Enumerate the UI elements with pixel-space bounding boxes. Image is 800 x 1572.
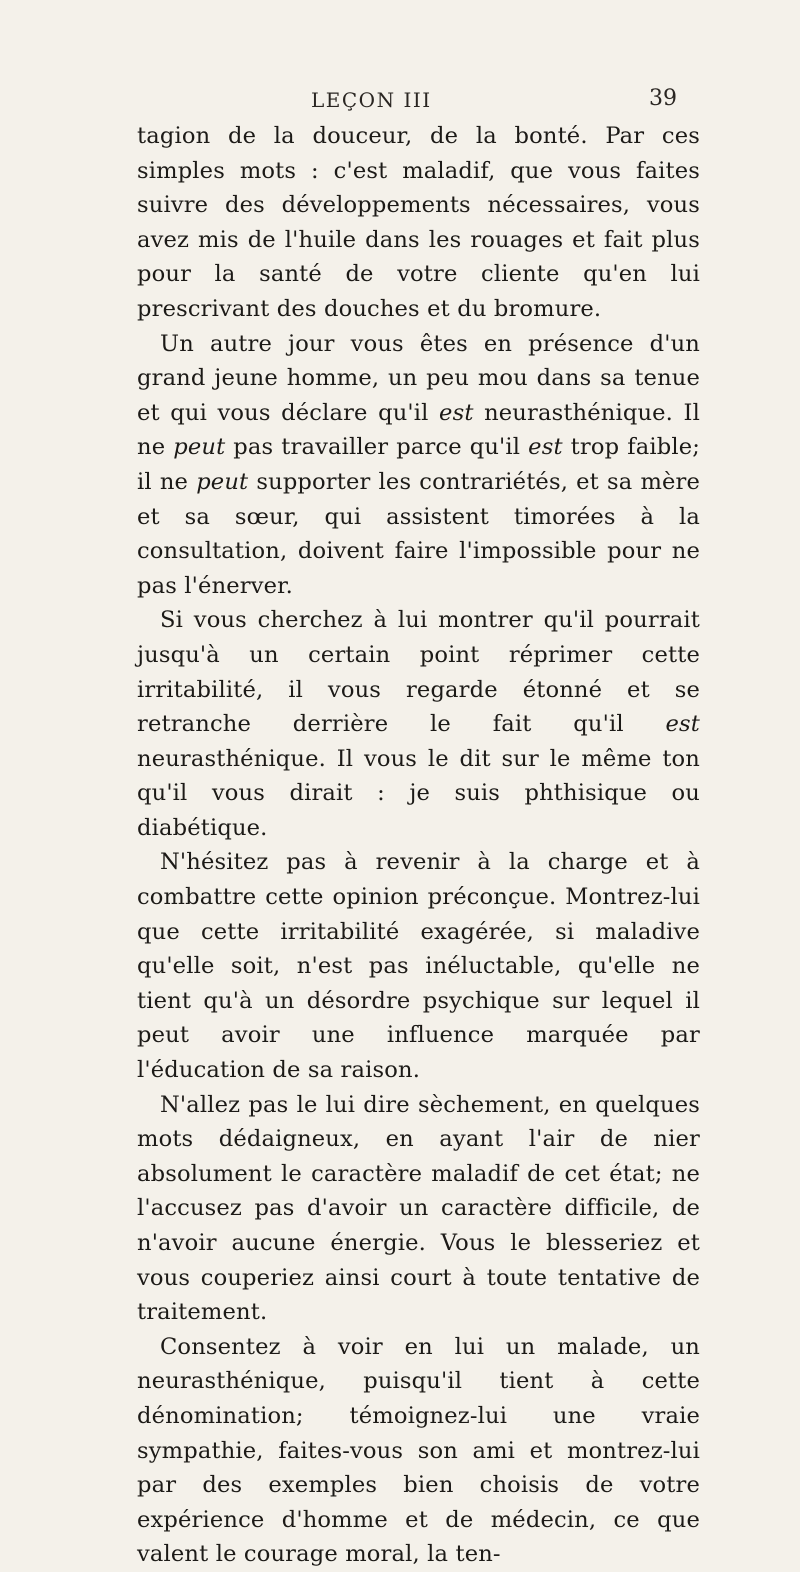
text-run: neurasthénique. Il vous le dit sur le même ton qu'il vous dirait : je suis phthisique ou diabétique.	[137, 745, 700, 841]
paragraph	[137, 119, 700, 327]
paragraph	[137, 845, 700, 1087]
text-run: Si vous cherchez à lui montrer qu'il pourrait jusqu'à un certain point réprimer cette irritabilité, il vous regarde étonné et se retranche derrière le fait qu'il	[137, 607, 700, 738]
paragraph	[137, 327, 700, 604]
body-text	[137, 119, 700, 1572]
emphasis-text: est	[439, 399, 474, 426]
paragraph	[137, 1330, 700, 1572]
page-number: 39	[649, 86, 677, 111]
emphasis-text: peut	[173, 434, 226, 461]
text-run: pas travailler parce qu'il	[225, 434, 529, 461]
text-run: neurasthénique. Il ne	[137, 399, 700, 461]
emphasis-text: peut	[196, 468, 249, 495]
text-run: supporter les contrariétés, et sa mère et sa sœur, qui assistent timorées à la consultation, doivent faire l'impossible pour ne pas l'énerver.	[137, 468, 701, 599]
text-run: tagion de la douceur, de la bonté. Par ces simples mots : c'est maladif, que vous faites suivre des développements nécessaires, vous avez mis de l'huile dans les rouages et fait plus pour la santé de votre cliente qu'en lui prescrivant des douches et du bromure.	[137, 123, 700, 322]
paragraph	[137, 603, 700, 845]
emphasis-text: est	[528, 434, 563, 461]
text-run: N'hésitez pas à revenir à la charge et à combattre cette opinion préconçue. Montrez-lui que cette irritabilité exagérée, si maladive qu'elle soit, n'est pas inéluctable, qu'elle ne tient qu'à un désordre psychique sur lequel il peut avoir une influence marquée par l'éducation de sa raison.	[137, 849, 700, 1084]
emphasis-text: est	[665, 711, 700, 738]
text-run: N'allez pas le lui dire sèchement, en quelques mots dédaigneux, en ayant l'air de nier absolument le caractère maladif de cet état; ne l'accusez pas d'avoir un caractère difficile, de n'avoir aucune énergie. Vous le blesseriez et vous couperiez ainsi court à toute tentative de traitement.	[137, 1091, 700, 1326]
text-run: Un autre jour vous êtes en présence d'un grand jeune homme, un peu mou dans sa tenue et qui vous déclare qu'il	[137, 330, 700, 426]
text-run: Consentez à voir en lui un malade, un neurasthénique, puisqu'il tient à cette dénomination; témoignez-lui une vraie sympathie, faites-vous son ami et montrez-lui par des exemples bien choisis de votre expérience d'homme et de médecin, ce que valent le courage moral, la ten-	[137, 1333, 700, 1568]
running-head: LEÇON III	[311, 88, 432, 112]
paragraph	[137, 1088, 700, 1330]
text-run: trop faible; il ne	[137, 434, 700, 495]
